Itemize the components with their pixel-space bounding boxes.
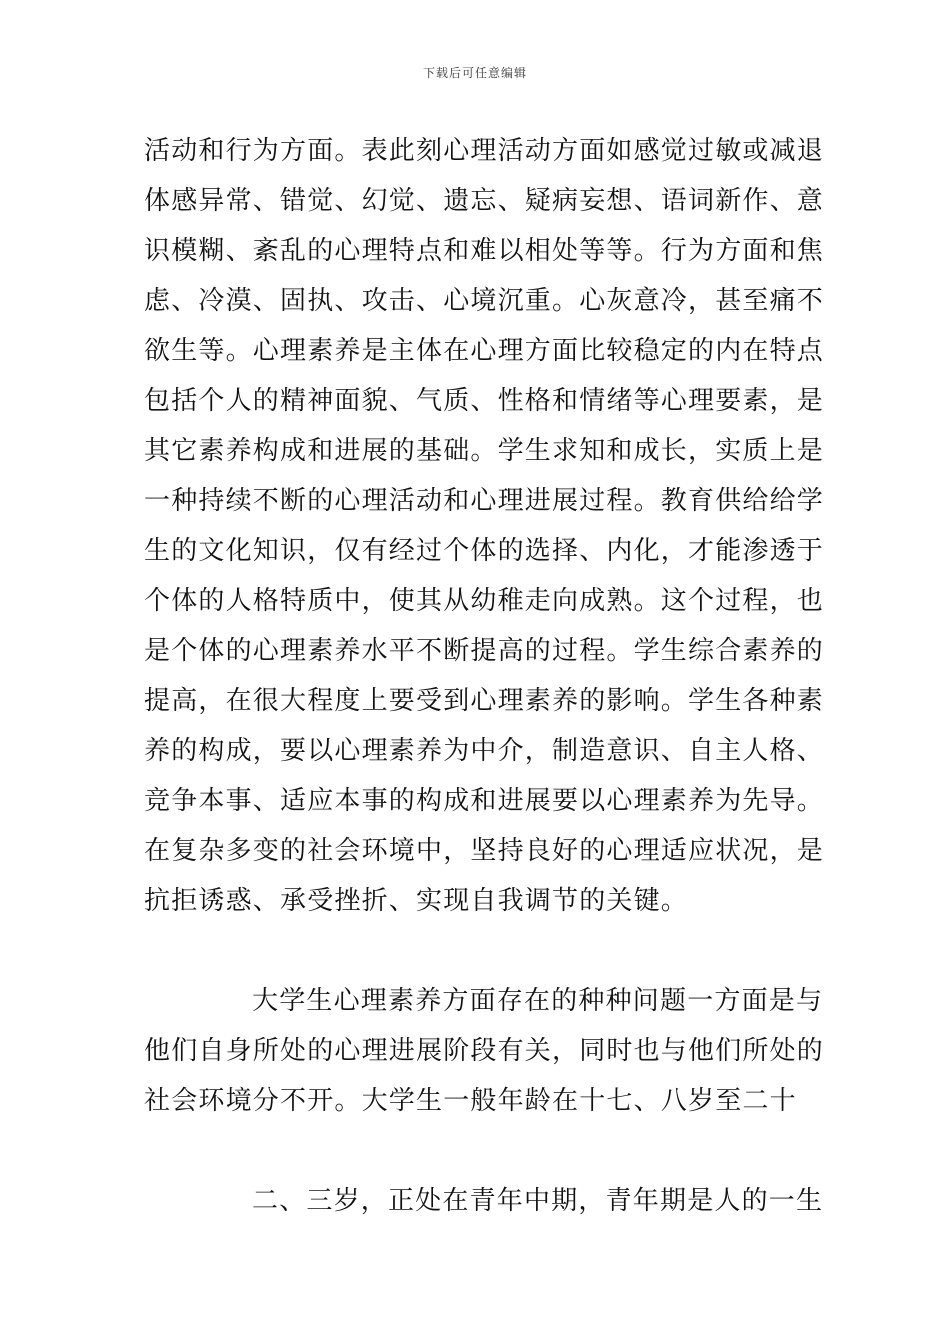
- paragraph-1-line-6: 包括个人的精神面貌、气质、性格和情绪等心理要素，是: [144, 386, 825, 416]
- paragraph-1-line-4: 虑、冷漠、固执、攻击、心境沉重。心灰意冷，甚至痛不: [144, 286, 825, 316]
- paragraph-1-line-7: 其它素养构成和进展的基础。学生求知和成长，实质上是: [144, 436, 825, 466]
- paragraph-1-line-1: 活动和行为方面。表此刻心理活动方面如感觉过敏或减退: [144, 136, 825, 166]
- paragraph-1-line-5: 欲生等。心理素养是主体在心理方面比较稳定的内在特点: [144, 336, 825, 366]
- paragraph-1-line-16: 抗拒诱惑、承受挫折、实现自我调节的关键。: [144, 886, 689, 916]
- paragraph-1-line-10: 个体的人格特质中，使其从幼稚走向成熟。这个过程，也: [144, 586, 825, 616]
- paragraph-1-line-8: 一种持续不断的心理活动和心理进展过程。教育供给给学: [144, 486, 825, 516]
- paragraph-1-line-9: 生的文化知识，仅有经过个体的选择、内化，才能渗透于: [144, 536, 825, 566]
- paragraph-1-line-2: 体感异常、错觉、幻觉、遗忘、疑病妄想、语词新作、意: [144, 186, 825, 216]
- paragraph-3-line-1: 二、三岁，正处在青年中期，青年期是人的一生: [252, 1186, 824, 1216]
- page-header: 下载后可任意编辑: [422, 66, 527, 80]
- paragraph-1-line-12: 提高，在很大程度上要受到心理素养的影响。学生各种素: [144, 686, 825, 716]
- paragraph-1-line-13: 养的构成，要以心理素养为中介，制造意识、自主人格、: [144, 736, 825, 766]
- paragraph-2-line-2: 他们自身所处的心理进展阶段有关，同时也与他们所处的: [144, 1036, 825, 1066]
- paragraph-1-line-15: 在复杂多变的社会环境中，坚持良好的心理适应状况，是: [144, 836, 825, 866]
- paragraph-2-line-3: 社会环境分不开。大学生一般年龄在十七、八岁至二十: [144, 1086, 797, 1116]
- paragraph-1-line-14: 竞争本事、适应本事的构成和进展要以心理素养为先导。: [144, 786, 825, 816]
- paragraph-1-line-11: 是个体的心理素养水平不断提高的过程。学生综合素养的: [144, 636, 825, 666]
- paragraph-1-line-3: 识模糊、紊乱的心理特点和难以相处等等。行为方面和焦: [144, 236, 825, 266]
- paragraph-2-line-1: 大学生心理素养方面存在的种种问题一方面是与: [252, 986, 824, 1016]
